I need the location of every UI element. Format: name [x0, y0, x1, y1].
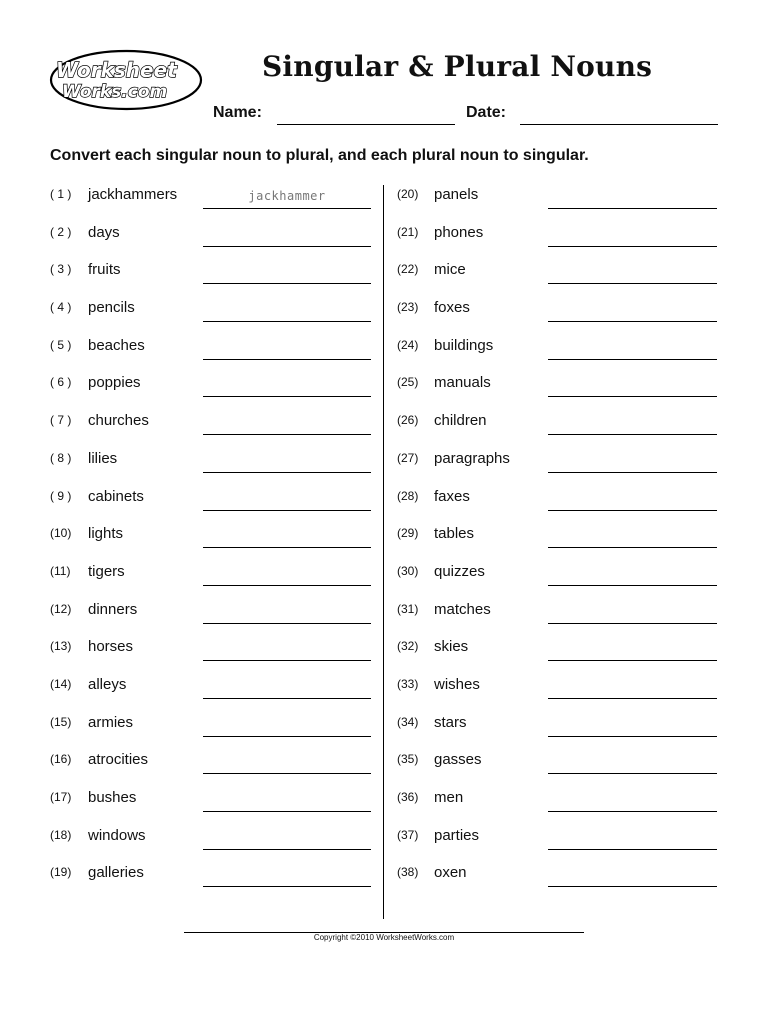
answer-line[interactable] — [203, 598, 371, 624]
question-number: ( 2 ) — [50, 224, 72, 239]
noun-prompt: lilies — [88, 449, 118, 467]
answer-line[interactable] — [548, 371, 717, 397]
question-item — [393, 258, 719, 296]
question-number: (29) — [397, 526, 419, 541]
question-item — [393, 711, 719, 749]
question-item — [393, 447, 719, 485]
question-item — [48, 371, 374, 409]
answer-line[interactable] — [203, 409, 371, 435]
answer-line[interactable] — [548, 485, 717, 511]
question-number: (10) — [50, 526, 72, 541]
noun-prompt: phones — [434, 223, 484, 241]
answer-line[interactable] — [548, 861, 717, 887]
noun-prompt: faxes — [434, 487, 470, 505]
question-item — [393, 824, 719, 862]
question-item — [48, 258, 374, 296]
question-number: ( 8 ) — [50, 450, 72, 465]
date-field[interactable] — [520, 124, 718, 125]
left-column — [48, 183, 374, 899]
question-number: (38) — [397, 865, 419, 880]
question-number: ( 3 ) — [50, 262, 72, 277]
noun-prompt: matches — [434, 600, 491, 618]
answer-line[interactable] — [548, 786, 717, 812]
name-field[interactable] — [277, 124, 455, 125]
answer-line[interactable] — [203, 824, 371, 850]
question-number: ( 1 ) — [50, 187, 72, 201]
noun-prompt: galleries — [88, 864, 144, 882]
question-number: (33) — [397, 676, 419, 691]
answer-line[interactable] — [203, 711, 371, 737]
answer-line[interactable] — [548, 221, 717, 247]
question-item — [393, 635, 719, 673]
question-item — [393, 786, 719, 824]
answer-line[interactable] — [203, 522, 371, 548]
question-number: (32) — [397, 639, 419, 654]
date-label: Date: — [466, 104, 507, 121]
answer-line[interactable] — [548, 748, 717, 774]
question-number: (16) — [50, 752, 72, 767]
noun-prompt: lights — [88, 525, 124, 543]
question-item — [48, 334, 374, 372]
noun-prompt: cabinets — [88, 487, 144, 505]
question-item — [48, 183, 374, 221]
noun-prompt: beaches — [88, 336, 145, 354]
question-item — [48, 560, 374, 598]
noun-prompt: alleys — [88, 675, 127, 693]
question-item — [393, 861, 719, 899]
question-item — [48, 409, 374, 447]
question-number: (21) — [397, 224, 419, 239]
answer-line[interactable] — [548, 522, 717, 548]
question-number: ( 6 ) — [50, 375, 72, 390]
noun-prompt: fruits — [88, 261, 121, 279]
noun-prompt: parties — [434, 826, 480, 844]
question-number: (15) — [50, 714, 72, 729]
question-item — [48, 748, 374, 786]
answer-line[interactable] — [548, 824, 717, 850]
question-number: (28) — [397, 488, 419, 503]
question-item — [48, 635, 374, 673]
noun-prompt: oxen — [434, 864, 467, 882]
noun-prompt: mice — [434, 261, 466, 279]
answer-line[interactable] — [203, 447, 371, 473]
question-number: (22) — [397, 262, 419, 277]
question-item — [48, 221, 374, 259]
question-item — [393, 485, 719, 523]
question-item — [48, 522, 374, 560]
noun-prompt: buildings — [434, 336, 494, 354]
question-item — [393, 598, 719, 636]
question-item — [48, 786, 374, 824]
noun-prompt: atrocities — [88, 751, 149, 769]
answer-line[interactable] — [548, 409, 717, 435]
question-number: (20) — [397, 187, 419, 201]
noun-prompt: foxes — [434, 299, 470, 317]
question-number: (37) — [397, 827, 419, 842]
answer-line[interactable] — [548, 635, 717, 661]
question-number: (18) — [50, 827, 72, 842]
answer-line[interactable] — [203, 296, 371, 322]
question-number: (23) — [397, 300, 419, 315]
noun-prompt: children — [434, 412, 487, 430]
question-number: (31) — [397, 601, 419, 616]
name-label: Name: — [213, 104, 262, 121]
copyright: Copyright ©2010 WorksheetWorks.com — [313, 933, 455, 942]
question-number: ( 5 ) — [50, 337, 72, 352]
question-item — [48, 598, 374, 636]
noun-prompt: skies — [434, 638, 469, 656]
question-number: (25) — [397, 375, 419, 390]
noun-prompt: gasses — [434, 751, 482, 769]
noun-prompt: paragraphs — [434, 449, 510, 467]
answer-line[interactable] — [203, 485, 371, 511]
answer-line[interactable] — [548, 334, 717, 360]
question-number: (27) — [397, 450, 419, 465]
noun-prompt: wishes — [434, 675, 480, 693]
question-item — [393, 673, 719, 711]
question-number: (11) — [50, 563, 71, 578]
answer-line[interactable] — [548, 258, 717, 284]
question-number: ( 7 ) — [50, 413, 72, 428]
noun-prompt: poppies — [88, 374, 141, 392]
answer-line[interactable] — [548, 673, 717, 699]
question-number: (34) — [397, 714, 419, 729]
answer-line[interactable] — [548, 447, 717, 473]
noun-prompt: tables — [434, 525, 475, 543]
question-number: ( 9 ) — [50, 488, 72, 503]
answer-line[interactable] — [203, 258, 371, 284]
question-item — [393, 560, 719, 598]
question-item — [48, 673, 374, 711]
noun-prompt: panels — [434, 186, 479, 203]
noun-prompt: pencils — [88, 299, 135, 317]
question-number: (30) — [397, 563, 419, 578]
question-number: (36) — [397, 790, 419, 804]
question-number: (35) — [397, 752, 419, 767]
question-item — [393, 748, 719, 786]
answer-line[interactable] — [203, 861, 371, 887]
worksheetworks-logo — [48, 48, 204, 112]
question-number: (14) — [50, 676, 72, 691]
question-number: (24) — [397, 337, 419, 352]
noun-prompt: jackhammers — [88, 186, 178, 203]
noun-prompt: tigers — [88, 562, 125, 580]
answer-line[interactable] — [203, 673, 371, 699]
noun-prompt: quizzes — [434, 562, 485, 580]
noun-prompt: horses — [88, 638, 134, 656]
noun-prompt: stars — [434, 713, 467, 731]
answer-line[interactable] — [203, 635, 371, 661]
answer-line[interactable] — [548, 598, 717, 624]
instructions: Convert each singular noun to plural, and each plural noun to singular. — [50, 147, 589, 164]
question-number: (26) — [397, 413, 419, 428]
question-item — [393, 371, 719, 409]
noun-prompt: windows — [88, 826, 146, 844]
question-item — [393, 522, 719, 560]
question-number: (13) — [50, 639, 72, 654]
question-item — [393, 221, 719, 259]
question-number: (19) — [50, 865, 72, 880]
question-item — [48, 447, 374, 485]
page-title: Singular & Plural Nouns — [262, 50, 653, 83]
answer-line[interactable] — [548, 183, 717, 209]
logo-line1: Worksheet — [56, 58, 177, 82]
noun-prompt: manuals — [434, 374, 491, 392]
question-item — [48, 861, 374, 899]
answer-line[interactable] — [548, 296, 717, 322]
answer-line[interactable] — [203, 786, 371, 812]
noun-prompt: dinners — [88, 600, 138, 618]
question-number: (12) — [50, 601, 72, 616]
question-item — [48, 824, 374, 862]
right-column — [393, 183, 719, 899]
column-divider — [383, 185, 384, 919]
noun-prompt: armies — [88, 713, 134, 731]
answer-line[interactable] — [203, 371, 371, 397]
question-item — [48, 485, 374, 523]
question-number: (17) — [50, 790, 72, 804]
noun-prompt: men — [434, 789, 464, 806]
question-item — [48, 711, 374, 749]
question-item — [393, 183, 719, 221]
question-item — [393, 409, 719, 447]
noun-prompt: days — [88, 223, 120, 241]
question-number: ( 4 ) — [50, 300, 72, 315]
answer-line[interactable] — [203, 560, 371, 586]
question-item — [48, 296, 374, 334]
answer-line[interactable] — [203, 334, 371, 360]
answer-line[interactable]: jackhammer — [203, 183, 371, 209]
question-item — [393, 334, 719, 372]
question-item — [393, 296, 719, 334]
logo-line2: Works.com — [62, 82, 168, 102]
noun-prompt: churches — [88, 412, 149, 430]
answer-line[interactable] — [203, 221, 371, 247]
answer-line[interactable] — [203, 748, 371, 774]
noun-prompt: bushes — [88, 789, 137, 806]
answer-line[interactable] — [548, 560, 717, 586]
answer-line[interactable] — [548, 711, 717, 737]
